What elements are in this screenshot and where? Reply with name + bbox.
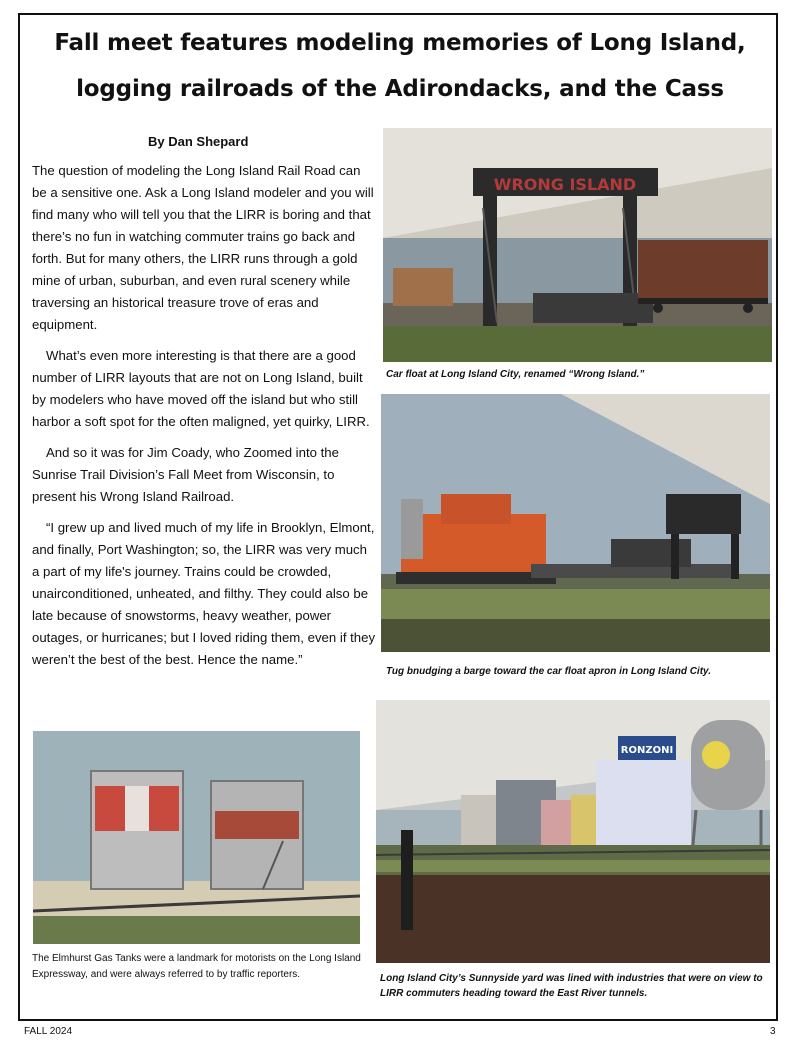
caption-gas-tanks: The Elmhurst Gas Tanks were a landmark for motorists on the Long Island Expressway, and were always referred to by traffic reporters. [32,953,361,980]
photo-tug-barge [381,394,770,652]
paragraph-1: The question of modeling the Long Island Rail Road can be a sensitive one. Ask a Long Island modeler and you will find many who will tell you that the LIRR is boring and that there’s no fun in watching commuter trains go back and forth. But for many others, the LIRR runs through a gold mine of urban, suburban, and even rural scenery while traversing an historical treasure trove of eras and equipment. [32,163,374,332]
headline-line-2: logging railroads of the Adirondacks, and the Cass [76,76,724,102]
headline-line-1: Fall meet features modeling memories of Long Island, [54,30,746,56]
ronzoni-sign: RONZONI [620,745,674,756]
caption-tug-barge: Tug bnudging a barge toward the car float apron in Long Island City. [386,666,712,677]
footer-issue: FALL 2024 [24,1026,73,1037]
photo-sunnyside-yard [376,700,770,963]
article-body [32,160,377,680]
paragraph-4: “I grew up and lived much of my life in Brooklyn, Elmont, and finally, Port Washington; so, the LIRR was very much a part of my life's journey. Trains could be crowded, unairconditioned, unheated, and filthy. They could also be late because of snowstorms, heavy weather, power outages, or hurricanes; but I loved riding them, even if they weren’t the best of the best. Hence the name.” [32,520,376,667]
paragraph-2: What’s even more interesting is that there are a good number of LIRR layouts that are not on Long Island, built by modelers who have moved off the island but who still harbor a soft spot for the often maligned, yet quirky, LIRR. [32,348,370,429]
wrong-island-sign: WRONG ISLAND [493,175,637,194]
photo-gas-tanks [33,731,360,944]
caption-car-float: Car float at Long Island City, renamed “Wrong Island.” [386,369,645,380]
paragraph-3: And so it was for Jim Coady, who Zoomed into the Sunrise Trail Division’s Fall Meet from Wisconsin, to present his Wrong Island Railroad. [32,445,339,504]
photo-car-float [383,128,772,362]
byline: By Dan Shepard [148,134,249,149]
page-number: 3 [770,1026,776,1037]
caption-sunnyside-yard: Long Island City’s Sunnyside yard was lined with industries that were on view to LIRR commuters heading toward the East River tunnels. [380,973,763,999]
